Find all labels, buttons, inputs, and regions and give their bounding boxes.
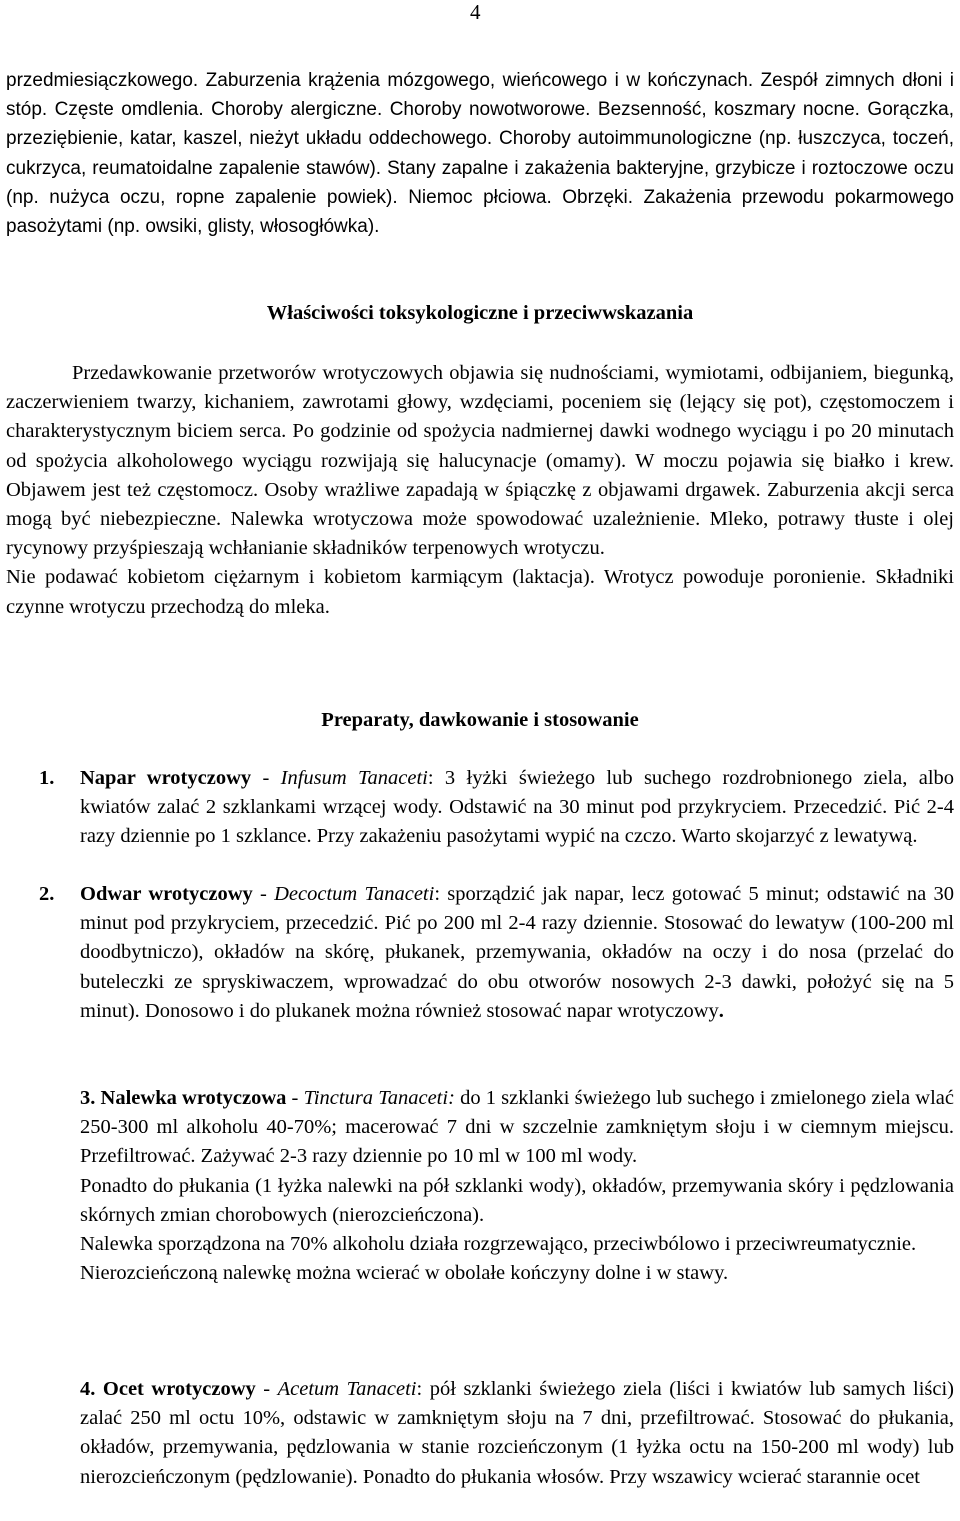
item-number: 2.	[39, 883, 55, 905]
item-name: Napar wrotyczowy	[80, 767, 252, 789]
item-separator: -	[252, 883, 275, 905]
item-latin-name: Infusum Tanaceti	[280, 767, 428, 789]
intro-paragraph: przedmiesiączkowego. Zaburzenia krążenia mózgowego, wieńcowego i w kończynach. Zespół zimnych dłoni i stóp. Częste omdlenia. Choroby alergiczne. Choroby nowotworowe. Bezsenność, koszmary nocne. Gorączka, przeziębienie, katar, kaszel, nieżyt układu oddechowego. Choroby autoimmunologiczne (np. łuszczyca, toczeń, cukrzyca, reumatoidalne zapalenie stawów). Stany zapalne i zakażenia bakteryjne, grzybicze i roztoczowe oczu (np. nużyca oczu, ropne zapalenie powiek). Niemoc płciowa. Obrzęki. Zakażenia przewodu pokarmowego pasożytami (np. owsiki, glisty, włosogłówka).	[6, 70, 954, 238]
item-content	[80, 764, 954, 852]
toxicology-section	[6, 359, 954, 622]
item-content	[80, 880, 954, 1026]
item-name: Ocet wrotyczowy	[102, 1378, 256, 1400]
item-description: pół szklanki świeżego ziela (liści i kwiatów lub samych liści) zalać 250 ml octu 10%, odstawic w zamkniętym słoju na 7 dni, przefiltrować. Stosować do płukania, okładów, przemywania, pędzlowania w stanie rozcieńczonym (1 łyżka octu na 150-200 ml wody) lub nierozcieńczonym (pędzlowanie). Ponadto do płukania włosów. Przy wszawicy wcierać starannie ocet	[80, 1378, 954, 1488]
item-number: 3.	[80, 1087, 96, 1109]
item-number: 1.	[39, 767, 55, 789]
page-number: 4	[470, 0, 481, 24]
toxicology-paragraph: Przedawkowanie przetworów wrotyczowych objawia się nudnościami, wymiotami, odbijaniem, biegunką, zaczerwieniem twarzy, kichaniem, zawrotami głowy, wzdęciami, poceniem się (lejący się pot), częstomoczem i charakterystycznym biciem serca. Po godzinie od spożycia nadmiernej dawki wodnego wyciągu i po 20 minutach od spożycia alkoholowego wyciągu rozwijają się halucynacje (omamy). W moczu pojawia się białko i krew. Objawem jest też częstomocz. Osoby wrażliwe zapadają w śpiączkę z objawami drgawek. Zaburzenia akcji serca mogą być niebezpieczne. Nalewka wrotyczowa może spowodować uzależnienie. Mleko, potrawy tłuste i olej rycynowy przyśpieszają wchłanianie składników terpenowych wrotyczu.	[6, 362, 954, 560]
item-end-mark: .	[718, 999, 724, 1022]
item-number: 4.	[80, 1378, 96, 1400]
item-latin-name: Tinctura Tanaceti:	[303, 1087, 455, 1109]
item-colon: :	[427, 767, 434, 789]
item-name: Nalewka wrotyczowa	[100, 1087, 287, 1109]
item-latin-name: Acetum Tanaceti	[277, 1378, 417, 1400]
item-description: do 1 szklanki świeżego lub suchego i zmielonego ziela wlać 250-300 ml alkoholu 40-70%; macerować 7 dni w szczelnie zamkniętym słoju i w ciemnym miejscu. Przefiltrować. Zażywać 2-3 razy dziennie po 10 ml w 100 ml wody.	[80, 1087, 954, 1168]
section-heading-toxicology: Właściwości toksykologiczne i przeciwwskazania	[266, 302, 694, 324]
item-extra-paragraph: Ponadto do płukania (1 łyżka nalewki na pół szklanki wody), okładów, przemywania skóry i pędzlowania skórnych zmian chorobowych (nierozcieńczona).	[80, 1174, 954, 1226]
item-colon: :	[434, 883, 441, 905]
item-content	[80, 1375, 954, 1492]
contraindications-paragraph: Nie podawać kobietom ciężarnym i kobietom karmiącym (laktacja). Wrotycz powoduje poronienie. Składniki czynne wrotyczu przechodzą do mleka.	[6, 566, 954, 618]
item-separator: -	[286, 1087, 304, 1109]
item-extra-paragraph: Nierozcieńczoną nalewkę można wcierać w obolałe kończyny dolne i w stawy.	[80, 1262, 729, 1285]
section-heading-preparations: Preparaty, dawkowanie i stosowanie	[321, 709, 639, 731]
item-name: Odwar wrotyczowy	[80, 883, 253, 905]
item-colon: :	[416, 1378, 423, 1400]
item-description: 3 łyżki świeżego lub suchego rozdrobnionego ziela, albo kwiatów zalać 2 szklankami wrzącej wody. Odstawić na 30 minut pod przykryciem. Przecedzić. Pić 2-4 razy dziennie po 1 szklance. Przy zakażeniu pasożytami wypić na czczo. Warto skojarzyć z lewatywą.	[80, 767, 955, 848]
item-separator: -	[251, 767, 281, 789]
item-separator: -	[255, 1378, 278, 1400]
item-main-paragraph	[80, 1084, 954, 1172]
item-description: sporządzić jak napar, lecz gotować 5 minut; odstawić na 30 minut pod przykryciem, przecedzić. Pić po 200 ml 2-4 razy dziennie. Stosować do lewatyw (100-200 ml doodbytniczo), okładów na skórę, płukanek, przemywania, okładów na oczy i do nosa (przelać do buteleczki ze spryskiwaczem, wprowadzać do obu otworów nosowych 2-3 dawki, położyć się na 5 minut). Donosowo i do plukanek można również stosować napar wrotyczowy	[80, 883, 954, 1022]
item-extra-paragraph: Nalewka sporządzona na 70% alkoholu działa rozgrzewająco, przeciwbólowo i przeciwreumatycznie.	[80, 1233, 917, 1256]
item-latin-name: Decoctum Tanaceti	[274, 883, 435, 905]
item-content	[80, 1084, 954, 1288]
